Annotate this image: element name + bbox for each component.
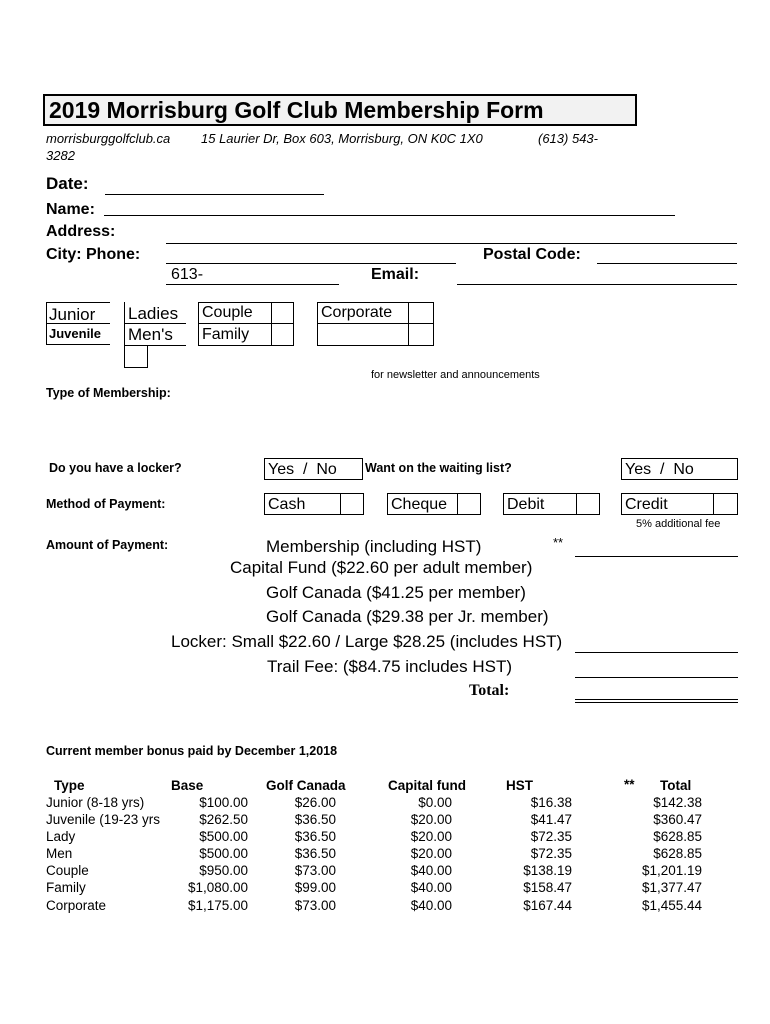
newsletter-note: for newsletter and announcements: [371, 369, 540, 381]
golf-canada-adult-line: Golf Canada ($41.25 per member): [266, 583, 526, 602]
total-amount-line[interactable]: [575, 699, 738, 703]
row-hst: $72.35: [530, 846, 572, 861]
row-golf-canada: $73.00: [294, 898, 336, 913]
locker-amount-line[interactable]: [575, 652, 738, 653]
credit-checkbox[interactable]: [713, 493, 738, 515]
col-header-type: Type: [54, 778, 85, 793]
locker-answer: Yes / No: [268, 461, 337, 478]
row-total: $628.85: [653, 846, 702, 861]
row-hst: $72.35: [530, 829, 572, 844]
credit-label: Credit: [625, 496, 668, 513]
couple-label: Couple: [202, 304, 253, 321]
cash-checkbox[interactable]: [340, 493, 364, 515]
row-type: Couple: [46, 863, 89, 878]
row-type: Men: [46, 846, 73, 861]
row-base: $262.50: [199, 812, 248, 827]
name-label: Name:: [46, 201, 95, 218]
row-base: $100.00: [199, 795, 248, 810]
junior-label: Junior: [49, 305, 96, 324]
row-capital-fund: $20.00: [410, 829, 452, 844]
city-field-line[interactable]: [166, 263, 456, 264]
debit-checkbox[interactable]: [576, 493, 600, 515]
postal-code-field-line[interactable]: [597, 263, 737, 264]
row-golf-canada: $36.50: [294, 846, 336, 861]
corporate-checkbox[interactable]: [408, 302, 434, 324]
corporate-empty-box: [317, 323, 409, 346]
credit-fee-note: 5% additional fee: [636, 518, 721, 530]
trail-fee-line: Trail Fee: ($84.75 includes HST): [267, 657, 513, 676]
locker-question: Do you have a locker?: [49, 461, 182, 475]
row-base: $500.00: [199, 846, 248, 861]
row-total: $1,377.47: [641, 880, 702, 895]
col-header-total: Total: [660, 778, 692, 793]
row-golf-canada: $36.50: [294, 812, 336, 827]
form-title-box: [43, 94, 637, 126]
locker-fee-line: Locker: Small $22.60 / Large $28.25 (includes HST): [171, 632, 563, 651]
row-hst: $158.47: [523, 880, 572, 895]
row-capital-fund: $40.00: [410, 863, 452, 878]
row-base: $500.00: [199, 829, 248, 844]
capital-fund-line: Capital Fund ($22.60 per adult member): [230, 558, 533, 577]
col-header-capital-fund: Capital fund: [388, 778, 466, 793]
row-total: $1,455.44: [641, 898, 702, 913]
row-golf-canada: $73.00: [294, 863, 336, 878]
phone-prefix: 613-: [171, 266, 204, 283]
membership-stars: **: [553, 535, 564, 550]
ladies-box-bottom: [124, 323, 186, 324]
row-capital-fund: $20.00: [410, 812, 452, 827]
col-header-hst: HST: [506, 778, 533, 793]
row-golf-canada: $26.00: [294, 795, 336, 810]
form-title: 2019 Morrisburg Golf Club Membership Form: [49, 97, 544, 123]
cheque-checkbox[interactable]: [457, 493, 481, 515]
row-capital-fund: $40.00: [410, 898, 452, 913]
row-total: $360.47: [653, 812, 702, 827]
row-base: $1,175.00: [187, 898, 248, 913]
row-total: $142.38: [653, 795, 702, 810]
row-total: $1,201.19: [641, 863, 702, 878]
row-type: Family: [46, 880, 86, 895]
juvenile-box-bottom: [46, 344, 110, 345]
city-phone-label: City: Phone:: [46, 246, 141, 263]
website-text: morrisburggolfclub.ca: [46, 131, 171, 146]
row-type: Lady: [46, 829, 76, 844]
row-hst: $16.38: [530, 795, 572, 810]
row-base: $950.00: [199, 863, 248, 878]
family-label: Family: [202, 326, 250, 343]
fee-table-caption: Current member bonus paid by December 1,2018: [46, 744, 338, 758]
debit-label: Debit: [507, 496, 545, 513]
membership-amount-line[interactable]: [575, 556, 738, 557]
membership-fee-line: Membership (including HST): [266, 537, 482, 556]
email-field-line[interactable]: [457, 284, 737, 285]
golf-canada-junior-line: Golf Canada ($29.38 per Jr. member): [266, 607, 549, 626]
waiting-list-question: Want on the waiting list?: [365, 461, 512, 475]
junior-box-left: [46, 302, 47, 324]
address-field-line[interactable]: [166, 243, 737, 244]
ladies-label: Ladies: [128, 304, 179, 323]
ladies-mens-checkbox[interactable]: [124, 345, 148, 368]
payment-method-label: Method of Payment:: [46, 497, 166, 511]
corporate-label: Corporate: [321, 304, 393, 321]
total-label: Total:: [469, 682, 510, 699]
phone-field-line[interactable]: [166, 284, 339, 285]
row-hst: $138.19: [523, 863, 572, 878]
col-header-golf-canada: Golf Canada: [266, 778, 346, 793]
name-field-line[interactable]: [104, 215, 675, 216]
row-golf-canada: $36.50: [294, 829, 336, 844]
cheque-label: Cheque: [391, 496, 448, 513]
family-checkbox[interactable]: [271, 323, 294, 346]
row-type: Corporate: [46, 898, 107, 913]
couple-checkbox[interactable]: [271, 302, 294, 324]
row-base: $1,080.00: [187, 880, 248, 895]
club-address-text: 15 Laurier Dr, Box 603, Morrisburg, ON K0C 1X0: [201, 131, 483, 146]
postal-code-label: Postal Code:: [483, 246, 581, 263]
row-capital-fund: $40.00: [410, 880, 452, 895]
row-golf-canada: $99.00: [294, 880, 336, 895]
corporate-empty-checkbox[interactable]: [408, 323, 434, 346]
row-type: Junior (8-18 yrs): [46, 795, 145, 810]
cash-label: Cash: [268, 496, 306, 513]
col-header-stars: **: [624, 777, 635, 792]
date-field-line[interactable]: [105, 194, 324, 195]
col-header-base: Base: [171, 778, 204, 793]
row-hst: $41.47: [530, 812, 572, 827]
membership-type-label: Type of Membership:: [46, 386, 171, 400]
waiting-answer: Yes / No: [625, 461, 694, 478]
amount-label: Amount of Payment:: [46, 538, 169, 552]
mens-label: Men's: [128, 325, 173, 344]
email-label: Email:: [371, 266, 420, 283]
row-type: Juvenile (19-23 yrs: [46, 812, 161, 827]
row-total: $628.85: [653, 829, 702, 844]
row-capital-fund: $0.00: [418, 795, 452, 810]
row-hst: $167.44: [523, 898, 572, 913]
address-label: Address:: [46, 223, 116, 240]
juvenile-label: Juvenile: [49, 326, 102, 341]
trail-amount-line[interactable]: [575, 677, 738, 678]
junior-box-top: [46, 302, 110, 303]
club-phone-continued: 3282: [46, 148, 75, 163]
date-label: Date:: [46, 174, 89, 193]
club-phone-text: (613) 543-: [538, 131, 598, 146]
row-capital-fund: $20.00: [410, 846, 452, 861]
juvenile-box-left: [46, 323, 47, 345]
junior-box-bottom: [46, 323, 110, 324]
